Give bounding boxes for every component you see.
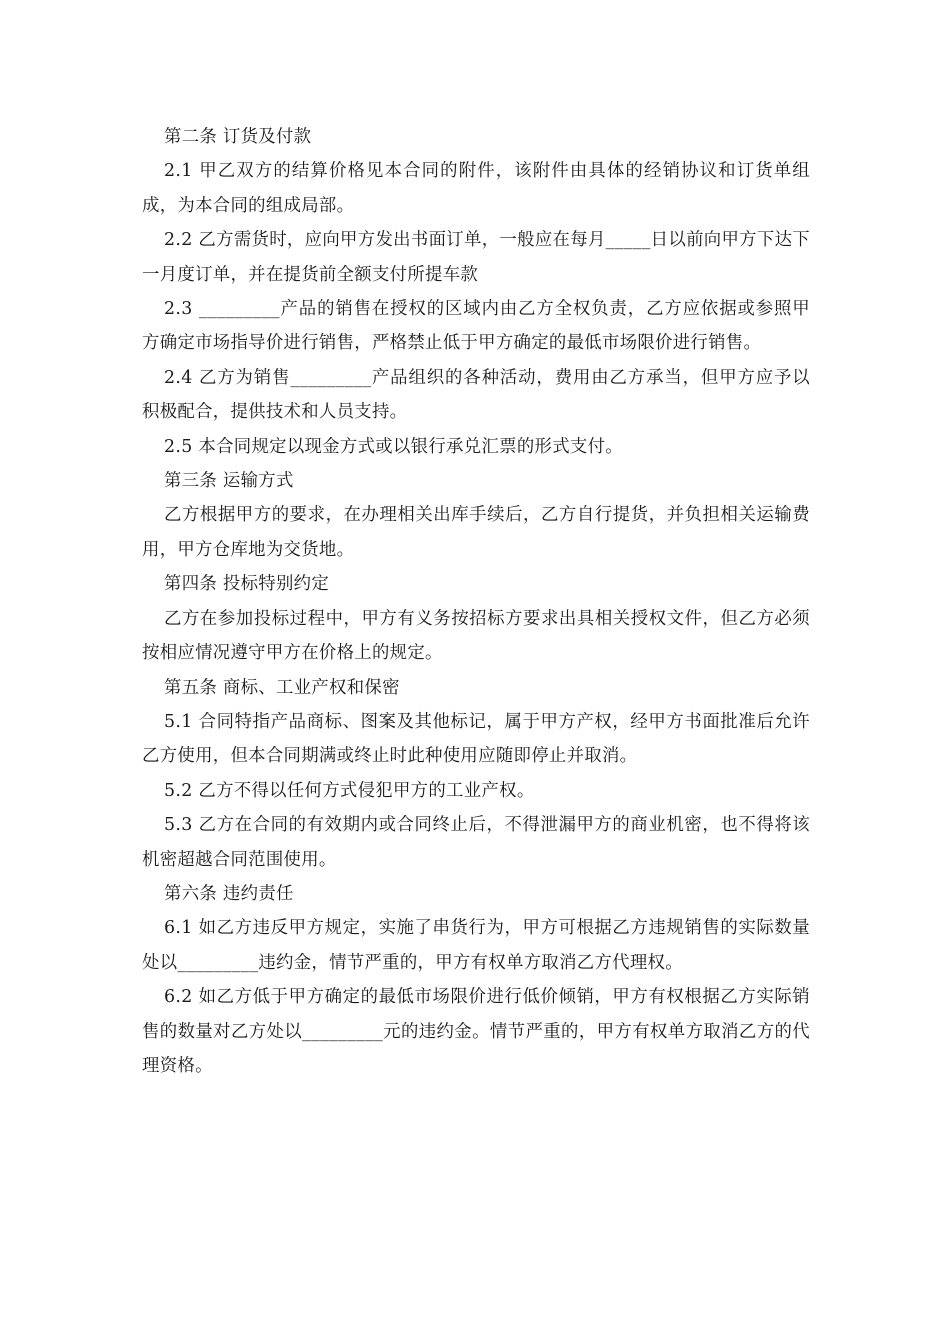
document-page xyxy=(142,120,810,1083)
clause-2-2: 2.2 乙方需货时，应向甲方发出书面订单，一般应在每月_____日以前向甲方下达下一月度订单，并在提货前全额支付所提车款 xyxy=(142,230,810,285)
clause-6-1: 6.1 如乙方违反甲方规定，实施了串货行为，甲方可根据乙方违规销售的实际数量处以_________违约金，情节严重的，甲方有权单方取消乙方代理权。 xyxy=(142,918,810,973)
section-heading-5: 第五条 商标、工业产权和保密 xyxy=(164,677,400,698)
clause-2-5: 2.5 本合同规定以现金方式或以银行承兑汇票的形式支付。 xyxy=(164,436,623,457)
clause-5-2: 5.2 乙方不得以任何方式侵犯甲方的工业产权。 xyxy=(164,780,535,801)
section-heading-2: 第二条 订货及付款 xyxy=(164,127,312,147)
clause-2-1: 2.1 甲乙双方的结算价格见本合同的附件，该附件由具体的经销协议和订货单组成，为本合同的组成局部。 xyxy=(142,161,810,216)
section-heading-4: 第四条 投标特别约定 xyxy=(164,574,330,595)
clause-3-body: 乙方根据甲方的要求，在办理相关出库手续后，乙方自行提货，并负担相关运输费用，甲方仓库地为交货地。 xyxy=(142,505,810,560)
clause-5-3: 5.3 乙方在合同的有效期内或合同终止后，不得泄漏甲方的商业机密，也不得将该机密超越合同范围使用。 xyxy=(142,815,810,870)
clause-2-4: 2.4 乙方为销售_________产品组织的各种活动，费用由乙方承当，但甲方应予以积极配合，提供技术和人员支持。 xyxy=(142,367,810,423)
section-heading-3: 第三条 运输方式 xyxy=(164,471,294,492)
clause-5-1: 5.1 合同特指产品商标、图案及其他标记，属于甲方产权，经甲方书面批准后允许乙方使用，但本合同期满或终止时此种使用应随即停止并取消。 xyxy=(142,711,810,767)
clause-6-2: 6.2 如乙方低于甲方确定的最低市场限价进行低价倾销，甲方有权根据乙方实际销售的数量对乙方处以_________元的违约金。情节严重的，甲方有权单方取消乙方的代理资格。 xyxy=(142,987,810,1076)
clause-4-body: 乙方在参加投标过程中，甲方有义务按招标方要求出具相关授权文件，但乙方必须按相应情况遵守甲方在价格上的规定。 xyxy=(142,608,810,664)
section-heading-6: 第六条 违约责任 xyxy=(164,883,294,904)
clause-2-3: 2.3 _________产品的销售在授权的区域内由乙方全权负责，乙方应依据或参照甲方确定市场指导价进行销售，严格禁止低于甲方确定的最低市场限价进行销售。 xyxy=(142,299,810,354)
